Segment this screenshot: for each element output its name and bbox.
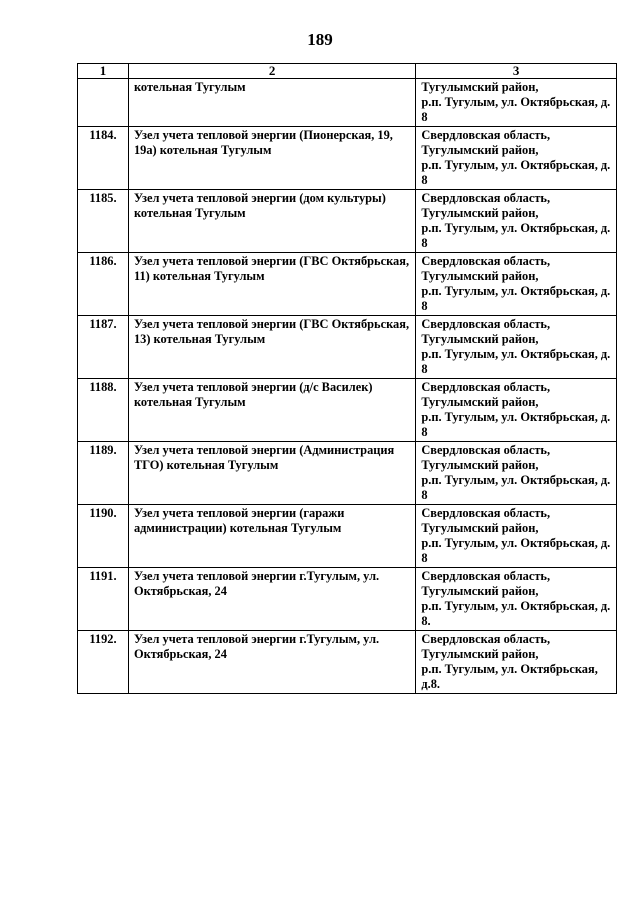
location-line: 8. [421, 614, 431, 628]
location-line: р.п. Тугулым, ул. Октябрьская, [421, 662, 598, 676]
location-line: р.п. Тугулым, ул. Октябрьская, д. [421, 347, 611, 361]
row-location [416, 79, 617, 127]
row-number: 1186. [78, 253, 129, 316]
table-row [78, 568, 617, 631]
table-row [78, 316, 617, 379]
row-number: 1184. [78, 127, 129, 190]
location-line: 8 [421, 425, 428, 439]
location-line: р.п. Тугулым, ул. Октябрьская, д. [421, 536, 611, 550]
row-name: Узел учета тепловой энергии (дом культуры) котельная Тугулым [128, 190, 415, 253]
header-cell-3: 3 [416, 64, 617, 79]
row-location [416, 127, 617, 190]
row-location [416, 505, 617, 568]
location-line: р.п. Тугулым, ул. Октябрьская, д. [421, 599, 611, 613]
location-line: д.8. [421, 677, 441, 691]
location-line: Тугулымский район, [421, 521, 539, 535]
header-cell-2: 2 [128, 64, 415, 79]
location-line: Свердловская область, [421, 254, 551, 268]
location-line: Свердловская область, [421, 380, 551, 394]
table-row [78, 127, 617, 190]
location-line: Тугулымский район, [421, 143, 539, 157]
location-line: 8 [421, 110, 428, 124]
location-line: 8 [421, 236, 428, 250]
row-name: Узел учета тепловой энергии г.Тугулым, ул. Октябрьская, 24 [128, 631, 415, 694]
location-line: р.п. Тугулым, ул. Октябрьская, д. [421, 284, 611, 298]
row-name: котельная Тугулым [128, 79, 415, 127]
row-location [416, 316, 617, 379]
location-line: 8 [421, 362, 428, 376]
row-name: Узел учета тепловой энергии (Пионерская, 19, 19а) котельная Тугулым [128, 127, 415, 190]
location-line: Тугулымский район, [421, 269, 539, 283]
location-line: Свердловская область, [421, 569, 551, 583]
location-line: Тугулымский район, [421, 395, 539, 409]
location-line: Тугулымский район, [421, 458, 539, 472]
table-row [78, 505, 617, 568]
location-line: р.п. Тугулым, ул. Октябрьская, д. [421, 221, 611, 235]
location-line: 8 [421, 488, 428, 502]
location-line: Свердловская область, [421, 506, 551, 520]
location-line: 8 [421, 173, 428, 187]
row-number: 1189. [78, 442, 129, 505]
location-line: р.п. Тугулым, ул. Октябрьская, д. [421, 410, 611, 424]
row-location [416, 631, 617, 694]
location-line: Тугулымский район, [421, 584, 539, 598]
registry-table [77, 63, 617, 694]
row-number: 1191. [78, 568, 129, 631]
location-line: р.п. Тугулым, ул. Октябрьская, д. [421, 95, 611, 109]
table-row [78, 253, 617, 316]
location-line: Тугулымский район, [421, 80, 539, 94]
location-line: 8 [421, 299, 428, 313]
row-location [416, 379, 617, 442]
row-number: 1192. [78, 631, 129, 694]
location-line: р.п. Тугулым, ул. Октябрьская, д. [421, 158, 611, 172]
location-line: р.п. Тугулым, ул. Октябрьская, д. [421, 473, 611, 487]
location-line: Тугулымский район, [421, 647, 539, 661]
row-number: 1185. [78, 190, 129, 253]
table-row [78, 379, 617, 442]
table-row-continuation [78, 79, 617, 127]
location-line: Свердловская область, [421, 317, 551, 331]
row-location [416, 442, 617, 505]
row-location [416, 190, 617, 253]
row-location [416, 568, 617, 631]
row-number [78, 79, 129, 127]
table-row [78, 190, 617, 253]
table-row [78, 442, 617, 505]
page-number: 189 [307, 30, 333, 49]
row-number: 1188. [78, 379, 129, 442]
row-name: Узел учета тепловой энергии (ГВС Октябрьская, 13) котельная Тугулым [128, 316, 415, 379]
location-line: 8 [421, 551, 428, 565]
table-row [78, 631, 617, 694]
location-line: Тугулымский район, [421, 206, 539, 220]
location-line: Свердловская область, [421, 632, 551, 646]
location-line: Тугулымский район, [421, 332, 539, 346]
row-name: Узел учета тепловой энергии (гаражи администрации) котельная Тугулым [128, 505, 415, 568]
row-number: 1187. [78, 316, 129, 379]
location-line: Свердловская область, [421, 128, 551, 142]
row-number: 1190. [78, 505, 129, 568]
row-location [416, 253, 617, 316]
location-line: Свердловская область, [421, 443, 551, 457]
header-row [78, 64, 617, 79]
row-name: Узел учета тепловой энергии (Администрация ТГО) котельная Тугулым [128, 442, 415, 505]
row-name: Узел учета тепловой энергии (д/с Василек) котельная Тугулым [128, 379, 415, 442]
row-name: Узел учета тепловой энергии (ГВС Октябрьская, 11) котельная Тугулым [128, 253, 415, 316]
header-cell-1: 1 [78, 64, 129, 79]
row-name: Узел учета тепловой энергии г.Тугулым, ул. Октябрьская, 24 [128, 568, 415, 631]
location-line: Свердловская область, [421, 191, 551, 205]
